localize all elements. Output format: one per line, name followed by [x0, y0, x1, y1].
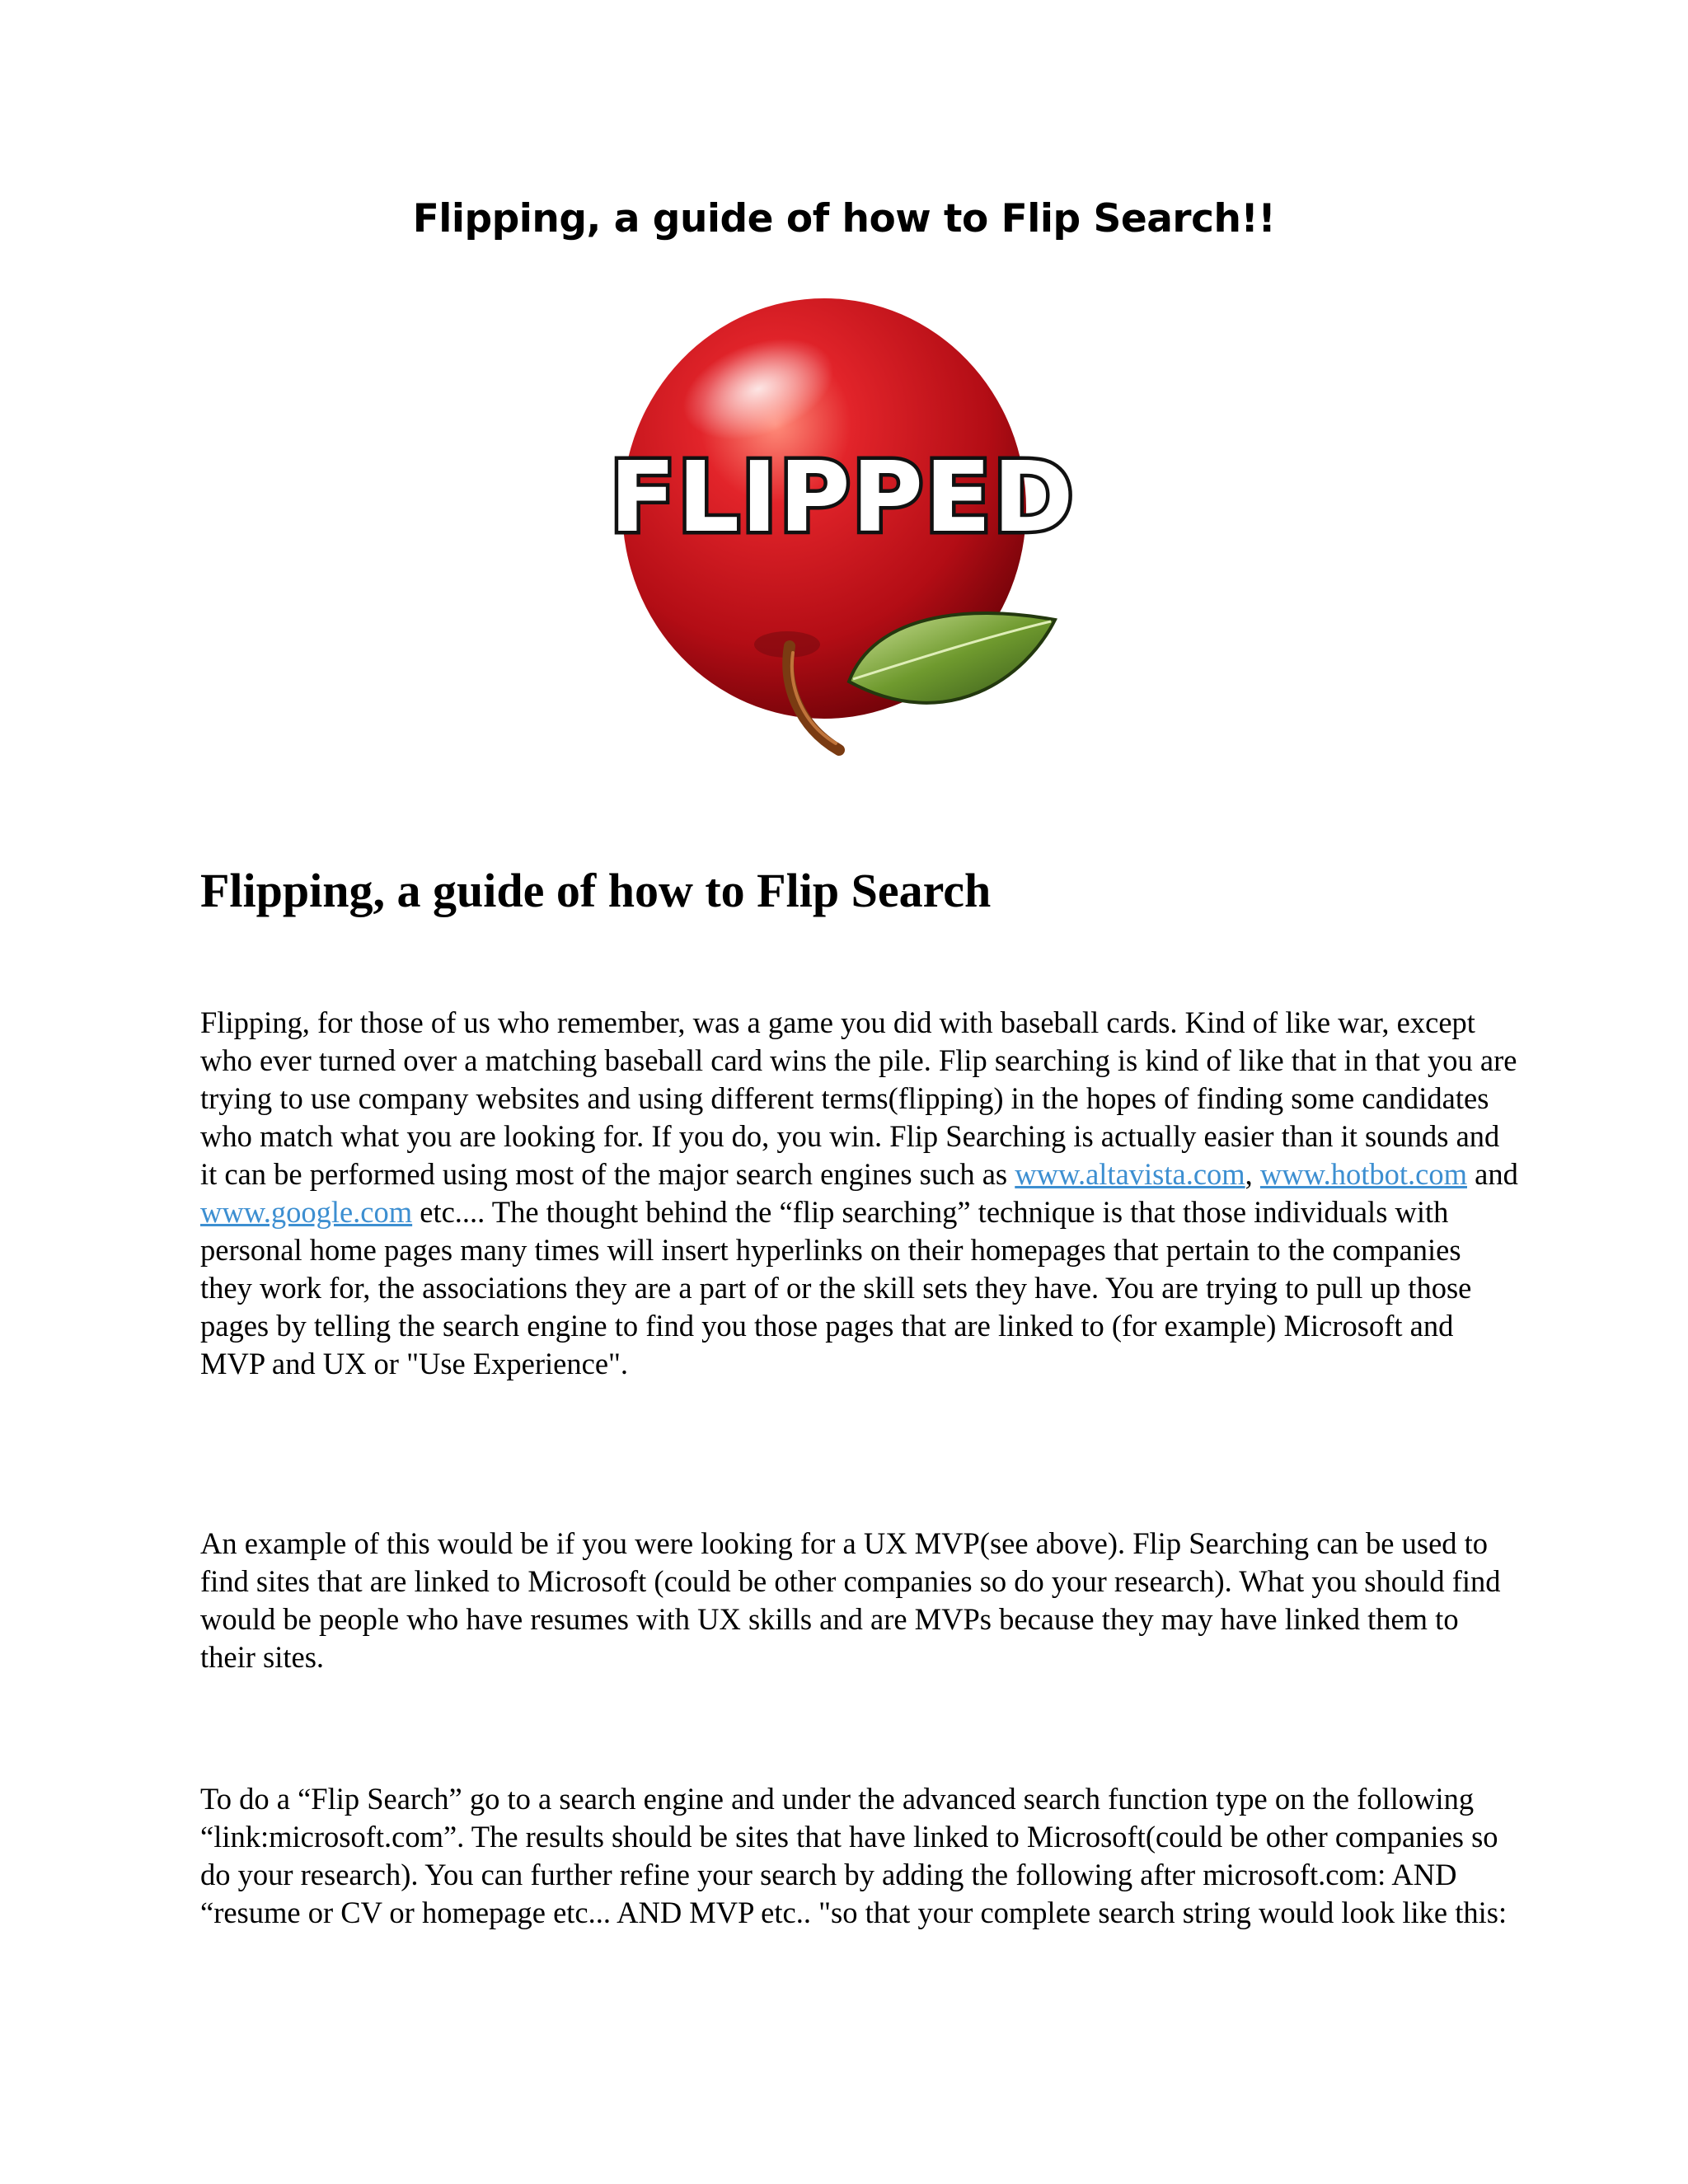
- link-separator-2: and: [1467, 1157, 1518, 1191]
- hotbot-link[interactable]: www.hotbot.com: [1259, 1157, 1468, 1191]
- logo-text: FLIPPED: [609, 440, 1076, 554]
- paragraph-intro-text-a: Flipping, for those of us who remember, was a game you did with baseball cards. Kind of like war, except who ever turned over a matching baseball card wins the pile. Flip searching is kind of like that in that you are trying to use company websites and using different terms(flipping) in the hopes of finding some candidates who match what you are looking for. If you do, you win. Flip Searching is actually easier than it sounds and it can be performed using most of the major search engines such as: [200, 1005, 1517, 1191]
- link-separator-1: ,: [1245, 1157, 1260, 1191]
- document-title: Flipping, a guide of how to Flip Search!!: [412, 196, 1276, 241]
- paragraph-instructions: To do a “Flip Search” go to a search engine and under the advanced search function type on the following “link:microsoft.com”. The results should be sites that have linked to Microsoft(could be other companies so do your research). You can further refine your search by adding the following after microsoft.com: AND “resume or CV or homepage etc... AND MVP etc.. "so that your complete search string would look like this:: [200, 1782, 1507, 1929]
- google-link[interactable]: www.google.com: [200, 1195, 413, 1229]
- altavista-link[interactable]: www.altavista.com: [1015, 1157, 1245, 1191]
- paragraph-intro-text-b: etc.... The thought behind the “flip searching” technique is that those individuals with personal home pages many times will insert hyperlinks on their homepages that pertain to the companies they work for, the associations they are a part of or the skill sets they have. You are trying to pull up those pages by telling the search engine to find you those pages that are linked to (for example) Microsoft and MVP and UX or "Use Experience".: [200, 1195, 1472, 1380]
- section-heading: Flipping, a guide of how to Flip Search: [200, 864, 992, 917]
- flipped-apple-logo: [577, 290, 1104, 768]
- paragraph-intro: [200, 1004, 1519, 1383]
- paragraph-example: An example of this would be if you were looking for a UX MVP(see above). Flip Searching can be used to find sites that are linked to Microsoft (could be other companies so do your research). What you should find would be people who have resumes with UX skills and are MVPs because they may have linked them to their sites.: [200, 1526, 1501, 1674]
